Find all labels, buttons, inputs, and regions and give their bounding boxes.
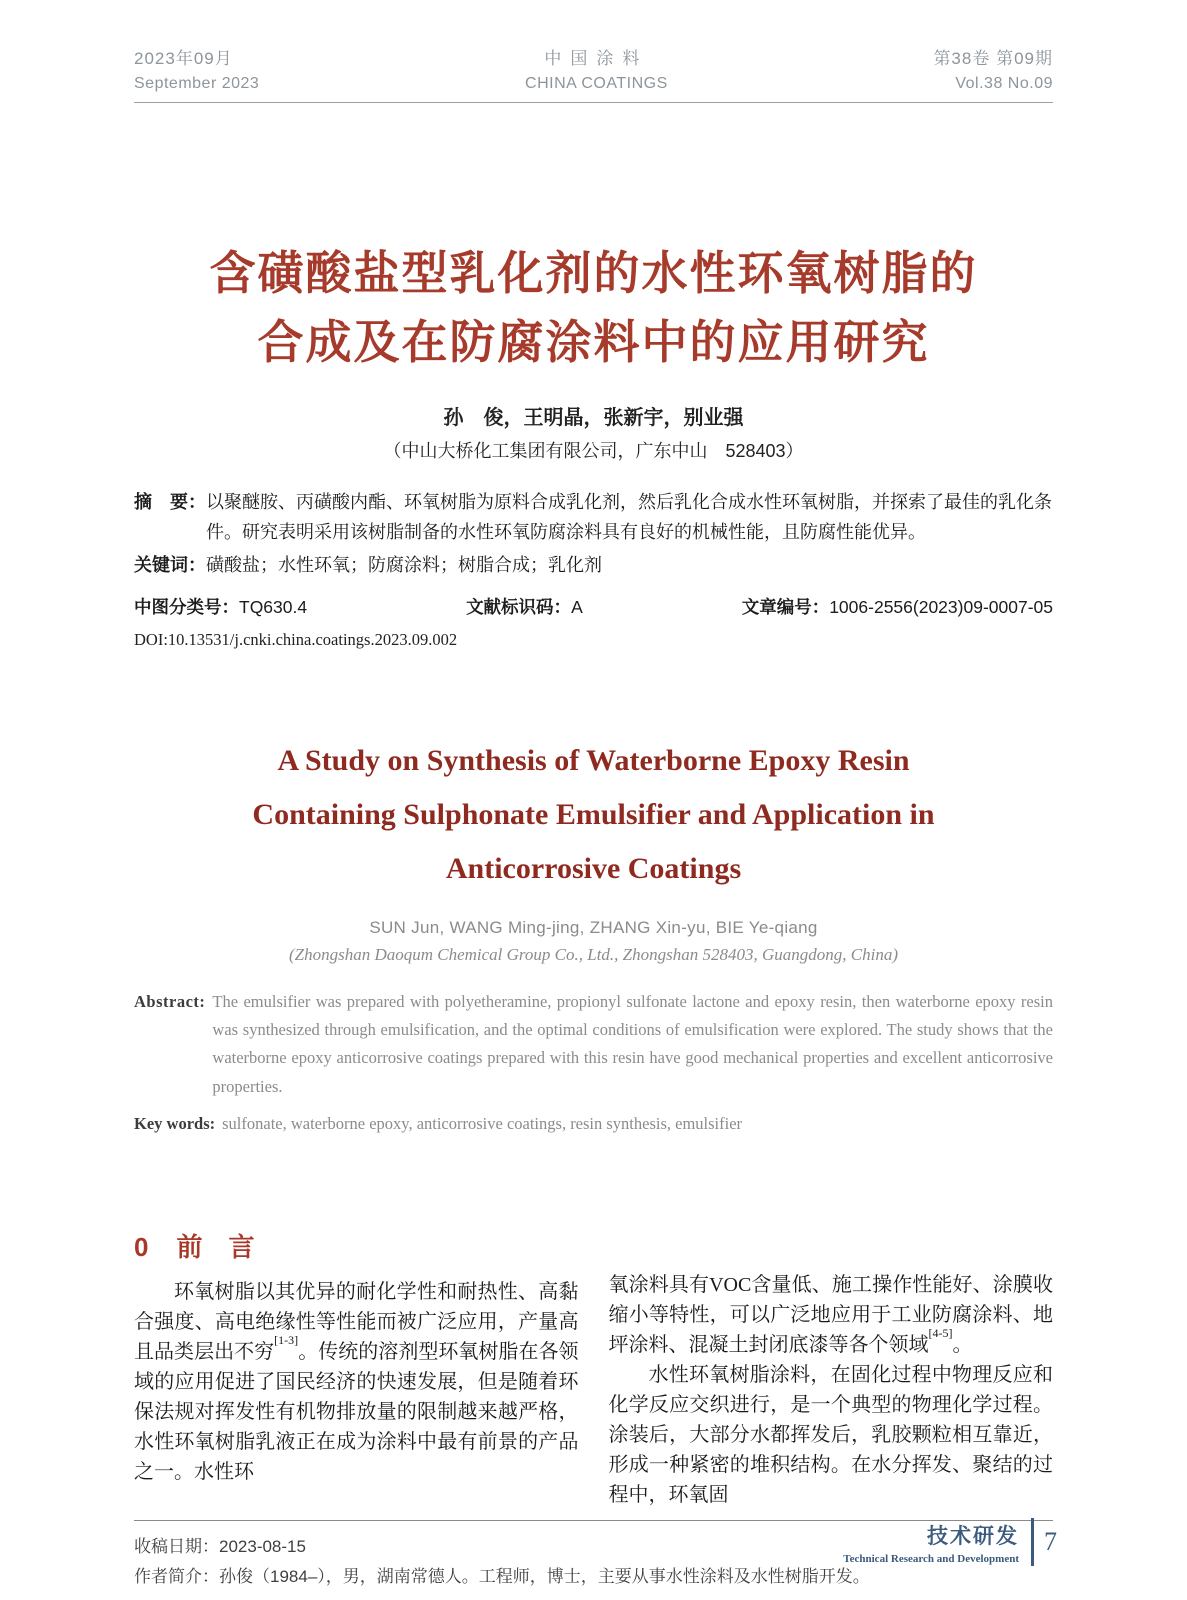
abstract-en-text: The emulsifier was prepared with polyetheramine, propionyl sulfonate lactone and epoxy resin, then waterborne epoxy resin was synthesized through emulsification, and the optimal conditions of emulsification were explored. The study shows that the waterborne epoxy anticorrosive coatings prepared with this resin have good mechanical properties and excellent anticorrosive properties. — [212, 991, 1053, 1096]
journal-name-cn: 中国涂料 — [544, 49, 649, 68]
article-title-cn-line1: 含磺酸盐型乳化剂的水性环氧树脂的 — [209, 247, 978, 299]
intro-paragraph-2: 水性环氧树脂涂料，在固化过程中物理反应和化学反应交织进行，是一个典型的物理化学过程。涂装后，大部分水都挥发后，乳胶颗粒相互靠近，形成一种紧密的堆积结构。在水分挥发、聚结的过程中，环氧固 — [608, 1364, 1053, 1507]
section-title: 前 言 — [176, 1232, 255, 1263]
article-id — [742, 594, 1053, 619]
abstract-cn — [134, 488, 1053, 548]
header-date-en: September 2023 — [134, 75, 260, 92]
intro-paragraph-1-continued — [609, 1270, 1054, 1360]
document-code-label: 文献标识码： — [466, 596, 572, 617]
footer-column-labels — [843, 1520, 1019, 1565]
header-issue-cn: 第38卷 第09期 — [933, 49, 1053, 68]
journal-header — [134, 0, 1053, 103]
intro-paragraph-1-text-b: 。传统的溶剂型环氧树脂在各领域的应用促进了国民经济的快速发展，但是随着环保法规对挥发性有机物排放量的限制越来越严格，水性环氧树脂乳液正在成为涂料中最有前景的产品之一。水性环 — [134, 1341, 579, 1484]
keywords-en-label: Key words: — [134, 1114, 216, 1134]
article-title-cn-line2: 合成及在防腐涂料中的应用研究 — [257, 316, 930, 368]
article-title-en-line1: A Study on Synthesis of Waterborne Epoxy Resin — [277, 743, 910, 777]
section-number: 0 — [134, 1232, 149, 1263]
affiliation-cn: （中山大桥化工集团有限公司，广东中山 528403） — [383, 441, 804, 461]
authors-cn: 孙 俊，王明晶，张新宇，别业强 — [443, 407, 744, 429]
footer-divider-bar — [1031, 1518, 1034, 1566]
intro-paragraph-1-continued-text-a: 氧涂料具有VOC含量低、施工操作性能好、涂膜收缩小等特性，可以广泛地应用于工业防腐涂料、地坪涂料、混凝土封闭底漆等各个领域 — [608, 1274, 1053, 1357]
affiliation-en: (Zhongshan Daoqum Chemical Group Co., Ltd., Zhongshan 528403, Guangdong, China) — [288, 944, 899, 964]
keywords-en — [134, 1114, 1053, 1134]
intro-paragraph-1 — [134, 1277, 579, 1487]
intro-paragraph-1-text-a: 环氧树脂以其优异的耐化学性和耐热性、高黏合强度、高电绝缘性等性能而被广泛应用，产量高且品类层出不穷 — [134, 1281, 579, 1364]
footer-column-cn: 技术研发 — [927, 1524, 1019, 1548]
keywords-en-text: sulfonate, waterborne epoxy, anticorrosive coatings, resin synthesis, emulsifier — [222, 1114, 743, 1134]
article-title-en — [134, 734, 1053, 896]
document-code-value: A — [571, 596, 583, 617]
clc-value: TQ630.4 — [239, 596, 308, 617]
abstract-cn-label: 摘 要： — [134, 492, 206, 512]
clc-number — [134, 594, 307, 619]
clc-label: 中图分类号： — [134, 596, 239, 617]
author-bio: 作者简介：孙俊（1984–），男，湖南常德人。工程师，博士，主要从事水性涂料及水性树脂开发。 — [134, 1566, 870, 1586]
article-id-label: 文章编号： — [741, 596, 830, 617]
footer-column-en: Technical Research and Development — [843, 1552, 1019, 1565]
article-id-value: 1006-2556(2023)09-0007-05 — [829, 596, 1053, 617]
received-date: 收稿日期：2023-08-15 — [134, 1537, 306, 1557]
keywords-cn — [134, 551, 1053, 581]
intro-paragraph-1-continued-text-b: 。 — [952, 1334, 973, 1357]
abstract-cn-text: 以聚醚胺、丙磺酸内酯、环氧树脂为原料合成乳化剂，然后乳化合成水性环氧树脂，并探索了最佳的乳化条件。研究表明采用该树脂制备的水性环氧防腐涂料具有良好的机械性能，且防腐性能优异。 — [206, 492, 1052, 542]
header-issue-en: Vol.38 No.09 — [955, 75, 1053, 92]
abstract-en — [134, 988, 1053, 1102]
header-date-block — [134, 50, 259, 92]
page-footer — [843, 1518, 1057, 1566]
abstract-en-label: Abstract: — [134, 991, 206, 1011]
body-column-right — [609, 1232, 1054, 1510]
citation-ref-1-3: [1-3] — [274, 1333, 299, 1348]
authors-en: SUN Jun, WANG Ming-jing, ZHANG Xin-yu, BIE Ye-qiang — [369, 917, 818, 937]
page-number: 7 — [1044, 1527, 1057, 1556]
keywords-cn-text: 磺酸盐；水性环氧；防腐涂料；树脂合成；乳化剂 — [206, 554, 602, 575]
body-columns — [134, 1232, 1053, 1510]
citation-ref-4-5: [4-5] — [928, 1325, 953, 1340]
meta-row — [134, 594, 1053, 619]
doi: DOI:10.13531/j.cnki.china.coatings.2023.09.002 — [134, 629, 458, 649]
section-heading-0 — [134, 1232, 579, 1263]
journal-name-block — [525, 50, 668, 92]
article-title-cn — [134, 239, 1053, 377]
keywords-cn-label: 关键词： — [134, 554, 206, 575]
body-column-left — [134, 1232, 579, 1510]
journal-name-en: CHINA COATINGS — [525, 75, 668, 92]
article-title-en-line3: Anticorrosive Coatings — [445, 851, 742, 885]
header-date-cn: 2023年09月 — [134, 49, 233, 68]
document-code — [466, 594, 583, 619]
header-issue-block — [933, 50, 1053, 92]
article-title-en-line2: Containing Sulphonate Emulsifier and Application in — [252, 797, 935, 831]
